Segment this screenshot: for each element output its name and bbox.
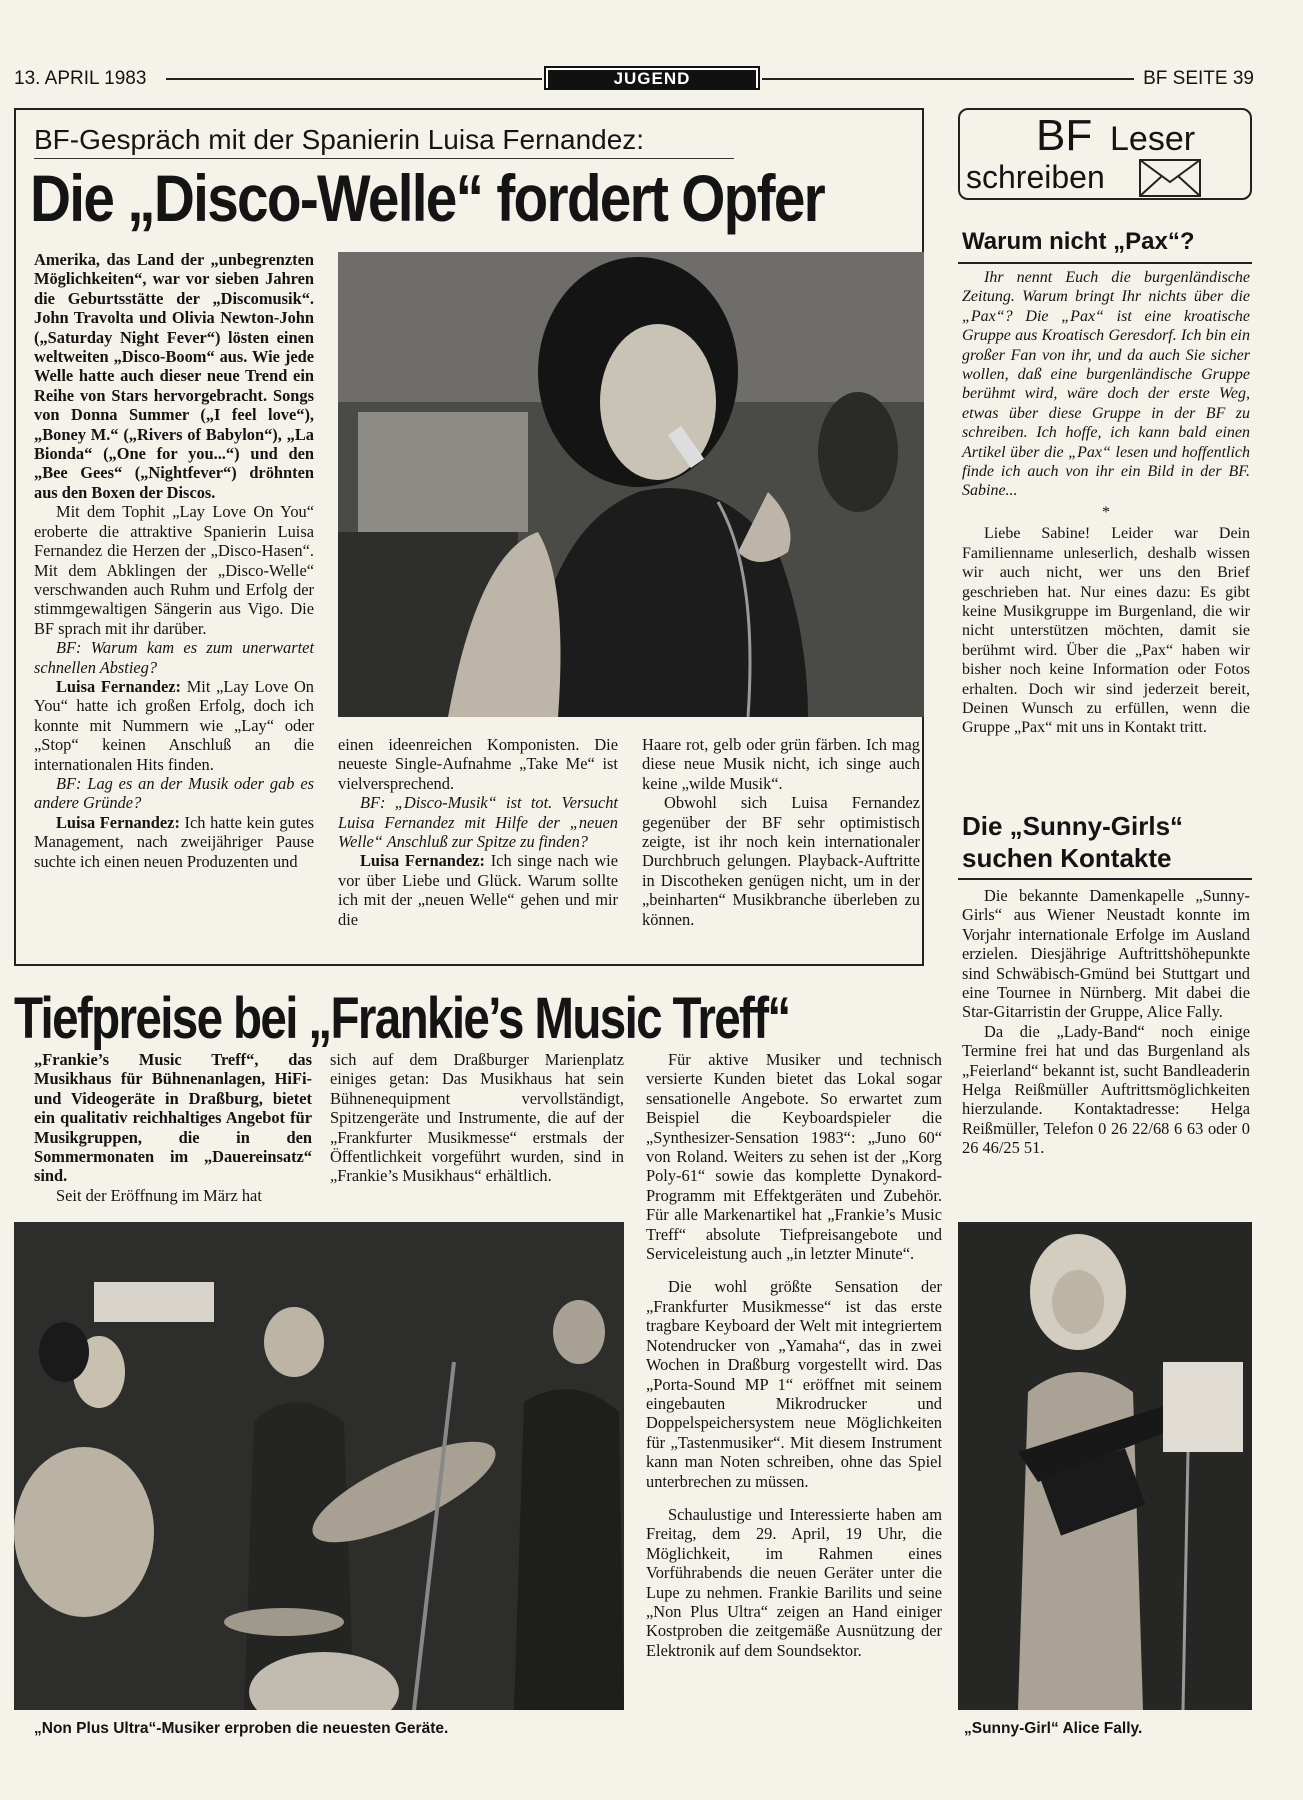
luisa-fernandez-photo bbox=[338, 252, 924, 717]
sunny-girls-paragraph: Die bekannte Damenkapelle „Sunny-Girls“ aus Wiener Neustadt konnte im Vorjahr internationale Erfolge im Ausland erzielen. Diesjährige Auftrittshöhepunkte sind Schwäbisch-Gmünd bei Stuttgart und eine Tournee in Nürnberg. Mit dabei die Star-Gitarristin der Gruppe, Alice Fally. bbox=[962, 886, 1250, 1022]
article-disco-paragraph: Haare rot, gelb oder grün färben. Ich mag diese neue Musik nicht, ich singe auch keine „wilde Musik“. bbox=[642, 735, 920, 793]
sunny-girls-title-rule bbox=[958, 878, 1252, 880]
page-number: BF SEITE 39 bbox=[1143, 68, 1254, 89]
band-image bbox=[14, 1222, 624, 1710]
alice-fally-photo bbox=[958, 1222, 1252, 1710]
interview-question: BF: Warum kam es zum unerwartet schnellen Abstieg? bbox=[34, 638, 314, 677]
letters-logo-box bbox=[958, 108, 1252, 200]
article-frankie-column-2 bbox=[330, 1050, 624, 1186]
article-frankie-lead: „Frankie’s Music Treff“, das Musikhaus für Bühnenanlagen, HiFi- und Videogeräte in Draßburg, bietet ein qualitativ reichhaltiges Angebot für Musikgruppen, die in den Sommermonaten im „Dauereinsatz“ sind. bbox=[34, 1050, 312, 1186]
article-frankie-headline: Tiefpreise bei „Frankie’s Music Treff“ bbox=[14, 986, 790, 1051]
interview-question: BF: Lag es an der Musik oder gab es andere Gründe? bbox=[34, 773, 314, 813]
article-disco-intro: Amerika, das Land der „unbegrenzten Möglichkeiten“, war vor sieben Jahren die Geburtsstätte der „Discomusik“. John Travolta und Olivia Newton-John („Saturday Night Fever“) lösten einen weltweiten „Disco-Boom“ aus. Wie jede Welle hatte auch dieser neue Trend ein Reihe von Stars hervorgebracht. Songs von Donna Summer („I feel love“), „Boney M.“ („Rivers of Babylon“), „La Bionda“ („One for you...“) und den „Bee Gees“ („Nightfever“) dröhnten aus den Boxen der Discos. bbox=[34, 250, 314, 502]
article-frankie-paragraph: Seit der Eröffnung im März hat bbox=[56, 1185, 262, 1205]
article-frankie-paragraph: Schaulustige und Interessierte haben am Freitag, dem 29. April, 19 Uhr, die Möglichkeit, im Rahmen eines Vorführabends die neuen Geräter unter die Lupe zu nehmen. Frankie Barilits und seine „Non Plus Ultra“ zeigen an Hand einiger Kostproben die zeitgemäße Ausnützung der Elektronik auf dem Soundsektor. bbox=[646, 1504, 942, 1660]
interview-answer: Luisa Fernandez: Ich hatte kein gutes Management, nach zweijähriger Pause suchte ich einen neuen Produzenten und bbox=[34, 812, 314, 871]
page-header bbox=[14, 66, 1254, 94]
article-disco-column-3 bbox=[642, 735, 920, 929]
article-disco-column-1 bbox=[34, 250, 314, 871]
article-disco-column-2 bbox=[338, 735, 618, 929]
band-photo bbox=[14, 1222, 624, 1710]
article-disco-paragraph: einen ideenreichen Komponisten. Die neueste Single-Aufnahme „Take Me“ ist vielversprechend. bbox=[338, 735, 618, 793]
article-frankie-paragraph: Die wohl größte Sensation der „Frankfurter Musikmesse“ ist das erste tragbare Keyboard der Welt mit integriertem Notendrucker von „Yamaha“, das in zwei Wochen in Draßburg vorgestellt wird. Das „Porta-Sound MP 1“ eröffnet mit seinem eingebauten Mikrodrucker und Doppelspeichersystem neue Möglichkeiten für „Tastenmusiker“. Mit diesem Instrument kann man Noten schreiben, ohne das Spiel unterbrechen zu müssen. bbox=[646, 1277, 942, 1491]
article-frankie-paragraph: sich auf dem Draßburger Marienplatz einiges getan: Das Musikhaus hat sein Bühnenequipment vervollständigt, Spitzengeräte und Instrumente, die auf der „Frankfurter Musikmesse“ erstmals der Öffentlichkeit vorgeführt wurden, sind in „Frankie’s Musikhaus“ erhältlich. bbox=[330, 1050, 624, 1186]
letters-logo-schreiben: schreiben bbox=[966, 159, 1105, 195]
article-disco-headline: Die „Disco-Welle“ fordert Opfer bbox=[30, 161, 825, 235]
letters-column bbox=[962, 268, 1250, 738]
reader-letter: Ihr nennt Euch die burgenländische Zeitung. Warum bringt Ihr nichts über die „Pax“? Die „Pax“ ist eine kroatische Gruppe aus Kroatisch Geresdorf. Ich bin ein großer Fan von ihr, und da auch Sie sicher wollen, daß eine burgenländische Gruppe berühmt wird, wäre doch der erste Weg, etwas über diese Gruppe in der BF zu schreiben. Ich hoffe, ich kann bald einen Artikel über die „Pax“ lesen und hoffentlich finde ich auch von ihr ein Bild in der BF. Sabine... bbox=[962, 269, 1250, 500]
article-frankie-column-1 bbox=[34, 1050, 312, 1205]
interview-answer: Luisa Fernandez: Mit „Lay Love On You“ hatte ich großen Erfolg, doch ich konnte mit Nummern wie „Lay“ oder „Stop“ keinen Anschluß an die internationalen Hits finden. bbox=[34, 676, 314, 774]
issue-date: 13. APRIL 1983 bbox=[14, 68, 147, 89]
article-disco-subtitle: BF-Gespräch mit der Spanierin Luisa Fernandez: bbox=[34, 124, 734, 159]
letters-title: Warum nicht „Pax“? bbox=[962, 228, 1195, 255]
letter-reply: Liebe Sabine! Leider war Dein Familienname unleserlich, deshalb wissen wir auch nicht, wer uns den Brief geschrieben hat. Nur eines dazu: Es gibt keine Musikgruppe im Burgenland, die wir nicht unterstützen möchten, damit sie berühmt wird. Über die „Pax“ haben wir bisher noch keine Information oder Fotos erhalten. Doch wir sind jederzeit bereit, Deinen Wunsch zu erfüllen, wenn die Gruppe „Pax“ mit uns in Kontakt tritt. bbox=[962, 525, 1250, 737]
sunny-girls-headline: Die „Sunny-Girls“ suchen Kontakte bbox=[962, 811, 1184, 873]
letter-separator: * bbox=[1102, 503, 1110, 521]
article-disco-paragraph: Mit dem Tophit „Lay Love On You“ eroberte die attraktive Spanierin Luisa Fernandez die Herzen der „Disco-Hasen“. Mit dem Abklingen der „Disco-Welle“ verschwanden auch Ruhm und Erfolg der stimmgewaltigen Sängerin aus Vigo. Die BF sprach mit ihr darüber. bbox=[34, 502, 314, 638]
singer-image bbox=[338, 252, 924, 717]
alice-fally-caption: „Sunny-Girl“ Alice Fally. bbox=[964, 1720, 1143, 1737]
section-label: JUGEND bbox=[544, 66, 760, 90]
letters-logo-leser: Leser bbox=[1110, 120, 1196, 158]
letters-logo-bf: BF bbox=[1036, 111, 1093, 160]
letters-title-rule bbox=[958, 262, 1252, 264]
sunny-girls-paragraph: Da die „Lady-Band“ noch einige Termine frei hat und das Burgenland als „Feierland“ bekannt ist, sucht Bandleaderin Helga Reißmüller Auftrittsmöglichkeiten hierzulande. Kontaktadresse: Helga Reißmüller, Telefon 0 26 22/68 6 63 oder 0 26 46/25 51. bbox=[962, 1021, 1250, 1158]
interview-answer: Luisa Fernandez: Ich singe nach wie vor über Liebe und Glück. Warum sollte ich mit der „neuen Welle“ gehen und mir die bbox=[338, 851, 618, 929]
sunny-girls-column bbox=[962, 886, 1250, 1158]
band-photo-caption: „Non Plus Ultra“-Musiker erproben die neuesten Geräte. bbox=[34, 1720, 449, 1737]
article-frankie-paragraph: Für aktive Musiker und technisch versierte Kunden bietet das Lokal sogar sensationelle Angebote. So erwartet zum Beispiel die Keyboardspieler die „Synthesizer-Sensation 1983“: „Juno 60“ von Roland. Weiters zu sehen ist der „Korg Poly-61“ sowie das komplette Dynakord-Programm mit Effektgeräten und Zubehör. Für alle Markenartikel hat „Frankie’s Music Treff“ absolute Tiefpreisangebote und Serviceleistung auch „in letzter Minute“. bbox=[646, 1050, 942, 1264]
header-rule-left bbox=[166, 78, 542, 80]
envelope-icon bbox=[1138, 158, 1202, 198]
article-frankie-column-3 bbox=[646, 1050, 942, 1660]
header-rule-right bbox=[762, 78, 1134, 80]
article-disco-paragraph: Obwohl sich Luisa Fernandez gegenüber der BF sehr optimistisch zeigte, ist ihr noch kein internationaler Durchbruch gelungen. Playback-Auftritte in Discotheken genügen nicht, um in der „beinharten“ Musikbranche überleben zu können. bbox=[642, 793, 920, 929]
guitarist-image bbox=[958, 1222, 1252, 1710]
interview-question: BF: „Disco-Musik“ ist tot. Versucht Luisa Fernandez mit Hilfe der „neuen Welle“ Anschluß zur Spitze zu finden? bbox=[338, 793, 618, 852]
